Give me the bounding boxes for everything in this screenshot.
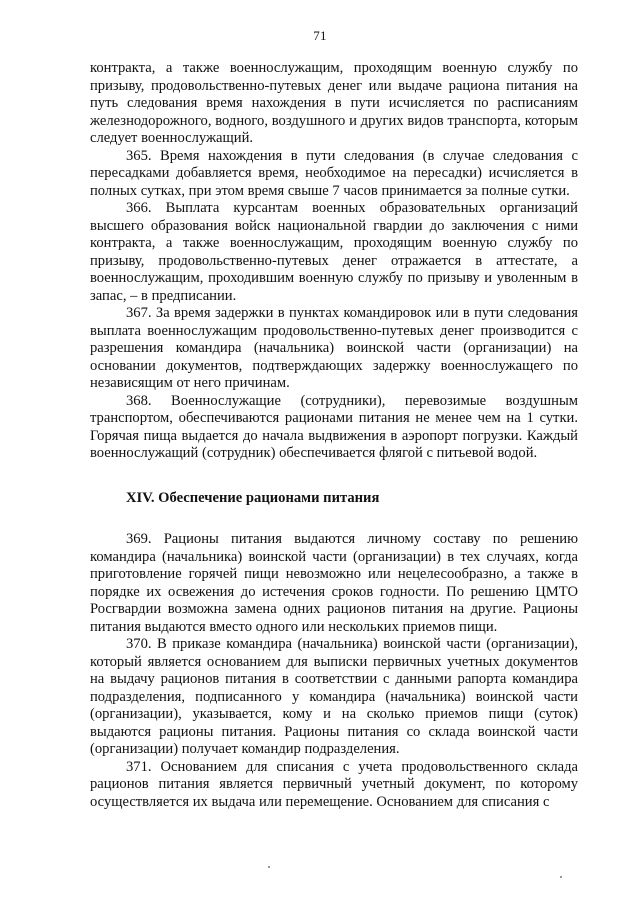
- paragraph-continuation: контракта, а также военнослужащим, проходящим военную службу по призыву, продовольственно-путевых денег или выдаче рациона питания на путь следования время нахождения в пути исчисляется по расписаниям железнодорожного, водного, воздушного и других видов транспорта, которым следует военнослужащий.: [90, 60, 578, 146]
- paragraph-370: 370. В приказе командира (начальника) воинской части (организации), который является основанием для выписки первичных учетных документов на выдачу рационов питания в соответствии с данными рапорта командира подразделения, подписанного у командира (начальника) воинской части (организации), указывается, кому и на сколько приемов пищи (суток) выдаются рационы питания. Рационы питания со склада воинской части (организации) получает командир подразделения.: [90, 636, 578, 757]
- page-number: 71: [313, 28, 327, 43]
- scan-speck: [560, 876, 562, 878]
- section-heading: XIV. Обеспечение рационами питания: [126, 489, 380, 506]
- paragraph-365: 365. Время нахождения в пути следования (в случае следования с пересадками добавляется время, необходимое на пересадки) исчисляется в полных сутках, при этом время свыше 7 часов принимается за полные сутки.: [90, 147, 578, 199]
- document-body: [90, 60, 578, 811]
- paragraph-366: 366. Выплата курсантам военных образовательных организаций высшего образования войск национальной гвардии до заключения с ними контракта, а также военнослужащим, проходящим военную службу по призыву, продовольственно-путевых денег отражается в аттестате, а военнослужащим, проходившим военную службу по призыву и уволенным в запас, – в предписании.: [90, 200, 578, 304]
- paragraph-369: 369. Рационы питания выдаются личному составу по решению командира (начальника) воинской части (организации) в тех случаях, когда приготовление горячей пищи невозможно или нецелесообразно, а также в порядке их освежения до истечения сроков годности. По решению ЦМТО Росгвардии возможна замена одних рационов питания на другие. Рационы питания выдаются вместо одного или нескольких приемов пищи.: [90, 531, 578, 635]
- paragraph-367: 367. За время задержки в пунктах командировок или в пути следования выплата военнослужащим продовольственно-путевых денег производится с разрешения командира (начальника) воинской части (организации) на основании документов, подтверждающих задержку военнослужащего по независящим от него причинам.: [90, 305, 578, 391]
- paragraph-368: 368. Военнослужащие (сотрудники), перевозимые воздушным транспортом, обеспечиваются рационами питания не менее чем на 1 сутки. Горячая пища выдается до начала выдвижения в аэропорт погрузки. Каждый военнослужащий (сотрудник) обеспечивается флягой с питьевой водой.: [90, 392, 578, 461]
- scan-speck: [268, 866, 270, 868]
- paragraph-371: 371. Основанием для списания с учета продовольственного склада рационов питания является первичный учетный документ, по которому осуществляется их выдача или перемещение. Основанием для списания с: [90, 758, 578, 810]
